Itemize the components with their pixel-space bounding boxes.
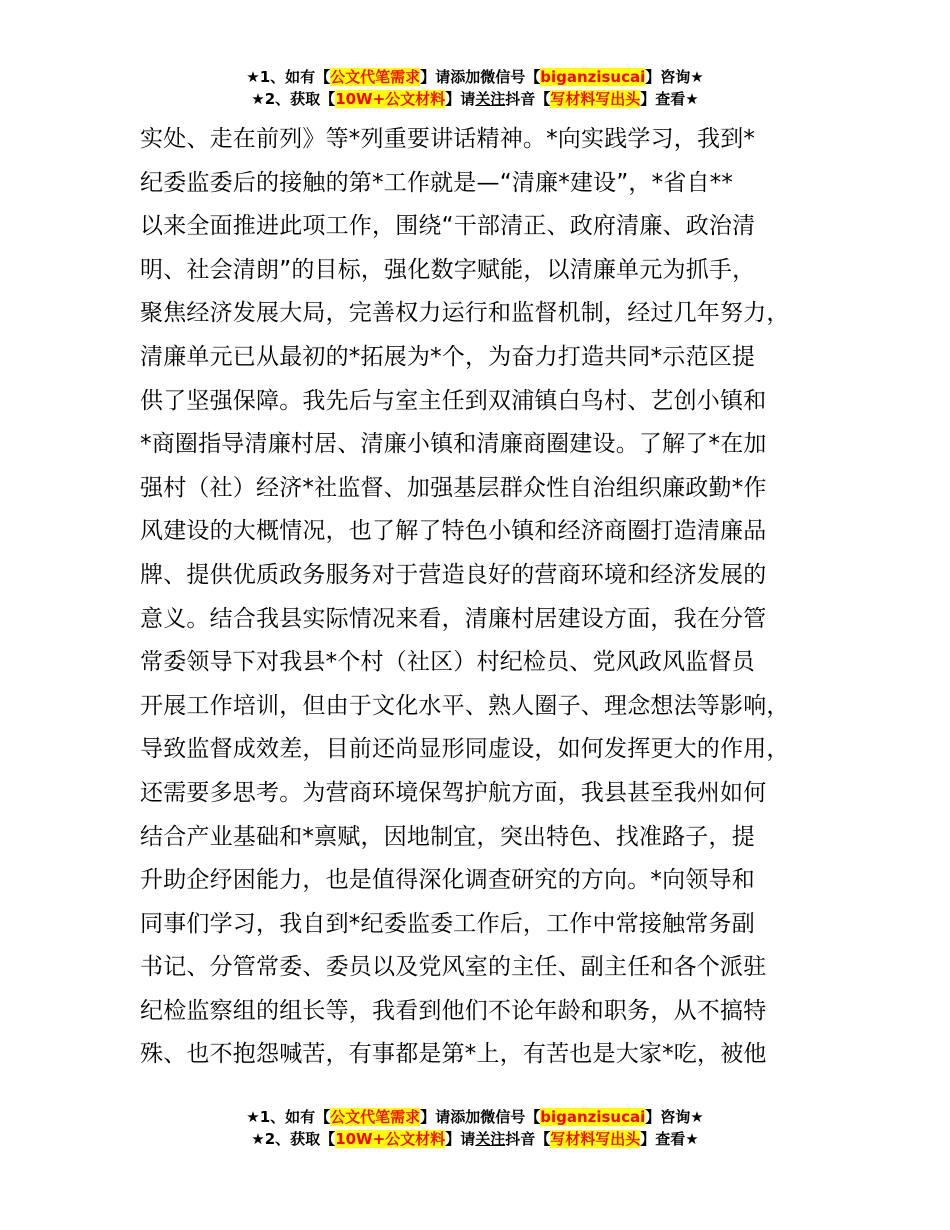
- footer-banner-line-2: ★2、获取【10W+公文材料】请关注抖音【写材料写出头】查看★: [251, 1130, 699, 1148]
- document-body: [140, 118, 840, 1077]
- body-line: 纪检监察组的组长等，我看到他们不论年龄和职务，从不搞特: [140, 997, 767, 1024]
- header-underlined-follow: 关注: [475, 90, 506, 108]
- footer-highlight-ghostwriting: 公文代笔需求: [330, 1108, 421, 1126]
- body-line: 导致监督成效差，目前还尚显形同虚设，如何发挥更大的作用，: [140, 736, 790, 763]
- body-line: 意义。结合我县实际情况来看，清廉村居建设方面，我在分管: [140, 605, 767, 632]
- header-banner: [0, 66, 950, 110]
- body-line: 殊、也不抱怨喊苦，有事都是第*上，有苦也是大家*吃，被他: [140, 1041, 767, 1068]
- body-line: 供了坚强保障。我先后与室主任到双浦镇白鸟村、艺创小镇和: [140, 387, 767, 414]
- body-line: 书记、分管常委、委员以及党风室的主任、副主任和各个派驻: [140, 954, 767, 981]
- body-line: 升助企纾困能力，也是值得深化调查研究的方向。*向领导和: [140, 867, 755, 894]
- header-highlight-douyin: 写材料写出头: [550, 90, 641, 108]
- body-line: *商圈指导清廉村居、清廉小镇和清廉商圈建设。了解了*在加: [140, 431, 767, 458]
- body-line: 明、社会清朗”的目标，强化数字赋能，以清廉单元为抓手，: [140, 256, 756, 283]
- body-line: 强村（社）经济*社监督、加强基层群众性自治组织廉政勤*作: [140, 474, 767, 501]
- body-line: 同事们学习，我自到*纪委监委工作后，工作中常接触常务副: [140, 910, 755, 937]
- body-line: 结合产业基础和*禀赋，因地制宜，突出特色、找准路子，提: [140, 823, 755, 850]
- header-highlight-wechat-id: biganzisucai: [540, 68, 646, 86]
- body-line: 以来全面推进此项工作，围绕“干部清正、政府清廉、政治清: [140, 213, 756, 240]
- body-line: 还需要多思考。为营商环境保驾护航方面，我县甚至我州如何: [140, 779, 767, 806]
- body-line: 清廉单元已从最初的*拓展为*个，为奋力打造共同*示范区提: [140, 343, 756, 370]
- body-line: 开展工作培训，但由于文化水平、熟人圈子、理念想法等影响，: [140, 692, 790, 719]
- body-line: 纪委监委后的接触的第*工作就是—“清廉*建设”，*省自**: [140, 169, 734, 196]
- header-banner-line-2: ★2、获取【10W+公文材料】请关注抖音【写材料写出头】查看★: [251, 90, 699, 108]
- header-highlight-ghostwriting: 公文代笔需求: [330, 68, 421, 86]
- body-line: 牌、提供优质政务服务对于营造良好的营商环境和经济发展的: [140, 561, 767, 588]
- footer-underlined-follow: 关注: [475, 1130, 506, 1148]
- body-line: 常委领导下对我县*个村（社区）村纪检员、党风政风监督员: [140, 649, 755, 676]
- body-line: 风建设的大概情况，也了解了特色小镇和经济商圈打造清廉品: [140, 518, 767, 545]
- footer-highlight-douyin: 写材料写出头: [550, 1130, 641, 1148]
- footer-banner-line-1: ★1、如有【公文代笔需求】请添加微信号【biganzisucai】咨询★: [246, 1108, 704, 1126]
- header-highlight-materials: 10W+公文材料: [335, 90, 446, 108]
- footer-highlight-wechat-id: biganzisucai: [540, 1108, 646, 1126]
- body-line: 实处、走在前列》等*列重要讲话精神。*向实践学习，我到*: [140, 126, 756, 152]
- footer-banner: [0, 1106, 950, 1150]
- header-banner-line-1: ★1、如有【公文代笔需求】请添加微信号【biganzisucai】咨询★: [246, 68, 704, 86]
- footer-highlight-materials: 10W+公文材料: [335, 1130, 446, 1148]
- body-line: 聚焦经济发展大局，完善权力运行和监督机制，经过几年努力，: [140, 300, 790, 327]
